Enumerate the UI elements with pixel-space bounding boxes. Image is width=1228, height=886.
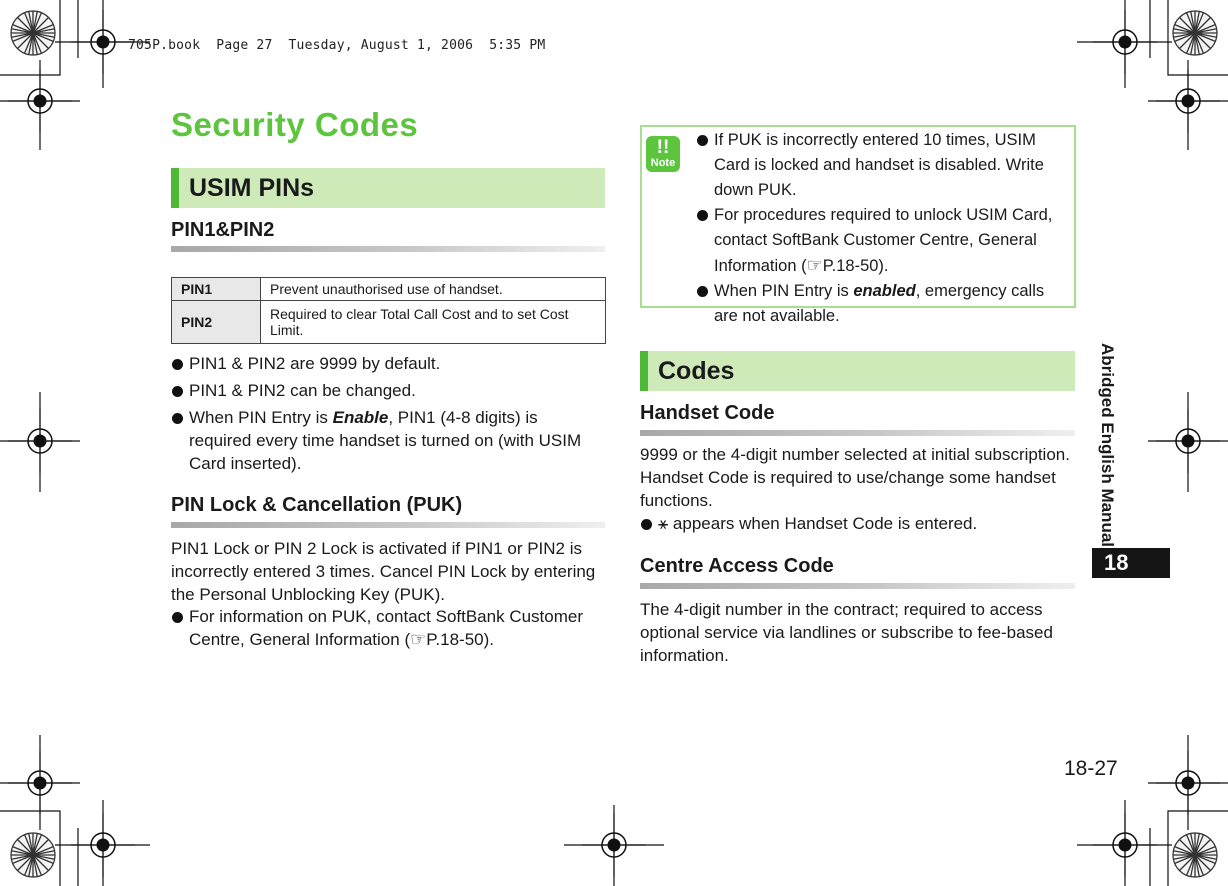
list-item: If PUK is incorrectly entered 10 times, USIM Card is locked and handset is disabled. Write down PUK. bbox=[696, 128, 1068, 203]
subheading-centre-access-code: Centre Access Code bbox=[640, 555, 834, 577]
note-bullet-list bbox=[696, 128, 1068, 329]
table-row bbox=[172, 301, 606, 344]
list-item: When PIN Entry is enabled, emergency calls are not available. bbox=[696, 279, 1068, 329]
subheading-pin1-pin2: PIN1&PIN2 bbox=[171, 219, 275, 241]
centre-access-paragraph: The 4-digit number in the contract; required to access optional service via landlines or subscribe to fee-based information. bbox=[640, 600, 1053, 665]
section-header-label: Codes bbox=[658, 357, 735, 385]
subheading-pin-lock: PIN Lock & Cancellation (PUK) bbox=[171, 494, 463, 516]
handset-code-icon: ⚹ bbox=[658, 514, 669, 533]
table-row bbox=[172, 278, 606, 301]
table-key: PIN1 bbox=[172, 278, 261, 301]
print-header-line: 705P.book Page 27 Tuesday, August 1, 2006 5:35 PM bbox=[128, 38, 546, 53]
list-item: PIN1 & PIN2 are 9999 by default. bbox=[171, 352, 601, 375]
corner-target-top-right bbox=[1173, 11, 1217, 55]
section-header-codes bbox=[640, 351, 1075, 391]
reference-icon: ☞ bbox=[806, 255, 823, 275]
list-item: ⚹ appears when Handset Code is entered. bbox=[640, 512, 1070, 535]
pin-lock-paragraph: PIN1 Lock or PIN 2 Lock is activated if PIN1 or PIN2 is incorrectly entered 3 times. Cancel PIN Lock by entering the Personal Unblocking Key (PUK). bbox=[171, 539, 596, 604]
emphasis-enabled: enabled bbox=[853, 282, 916, 300]
list-item: For procedures required to unlock USIM Card, contact SoftBank Customer Centre, General Information (☞P.18-50). bbox=[696, 203, 1068, 279]
pin-table bbox=[171, 277, 606, 344]
page-title: Security Codes bbox=[171, 106, 419, 143]
pin-bullet-list bbox=[171, 352, 601, 479]
list-item: When PIN Entry is Enable, PIN1 (4-8 digits) is required every time handset is turned on (with USIM Card inserted). bbox=[171, 406, 601, 475]
side-tab-label: Abridged English Manual bbox=[1098, 342, 1117, 548]
chapter-badge: 18 bbox=[1092, 548, 1170, 578]
subheading-rule bbox=[171, 522, 605, 528]
emphasis-enable: Enable bbox=[332, 408, 389, 427]
section-header-usim-pins bbox=[171, 168, 605, 208]
corner-target-bottom-right bbox=[1173, 833, 1217, 877]
table-value: Required to clear Total Call Cost and to set Cost Limit. bbox=[261, 301, 606, 344]
subheading-handset-code: Handset Code bbox=[640, 402, 775, 424]
reference-icon: ☞ bbox=[410, 629, 427, 649]
section-header-label: USIM PINs bbox=[189, 174, 315, 202]
table-value: Prevent unauthorised use of handset. bbox=[261, 278, 606, 301]
note-icon: !! Note bbox=[646, 136, 680, 172]
list-item: PIN1 & PIN2 can be changed. bbox=[171, 379, 601, 402]
page-reference: P.18-50). bbox=[426, 630, 494, 649]
handset-code-paragraph: 9999 or the 4-digit number selected at initial subscription. Handset Code is required to use/change some handset functions. bbox=[640, 445, 1070, 510]
page-number: 18-27 bbox=[1064, 757, 1118, 780]
table-key: PIN2 bbox=[172, 301, 261, 344]
page-reference: P.18-50). bbox=[822, 257, 889, 275]
subheading-rule bbox=[640, 583, 1075, 589]
corner-target-top-left bbox=[11, 11, 55, 55]
side-tab bbox=[1094, 342, 1120, 548]
subheading-rule bbox=[171, 246, 605, 252]
handset-bullet-list bbox=[640, 512, 1070, 539]
corner-target-bottom-left bbox=[11, 833, 55, 877]
puk-bullet-list bbox=[171, 605, 603, 655]
subheading-rule bbox=[640, 430, 1075, 436]
list-item: For information on PUK, contact SoftBank Customer Centre, General Information (☞P.18-50). bbox=[171, 605, 603, 651]
